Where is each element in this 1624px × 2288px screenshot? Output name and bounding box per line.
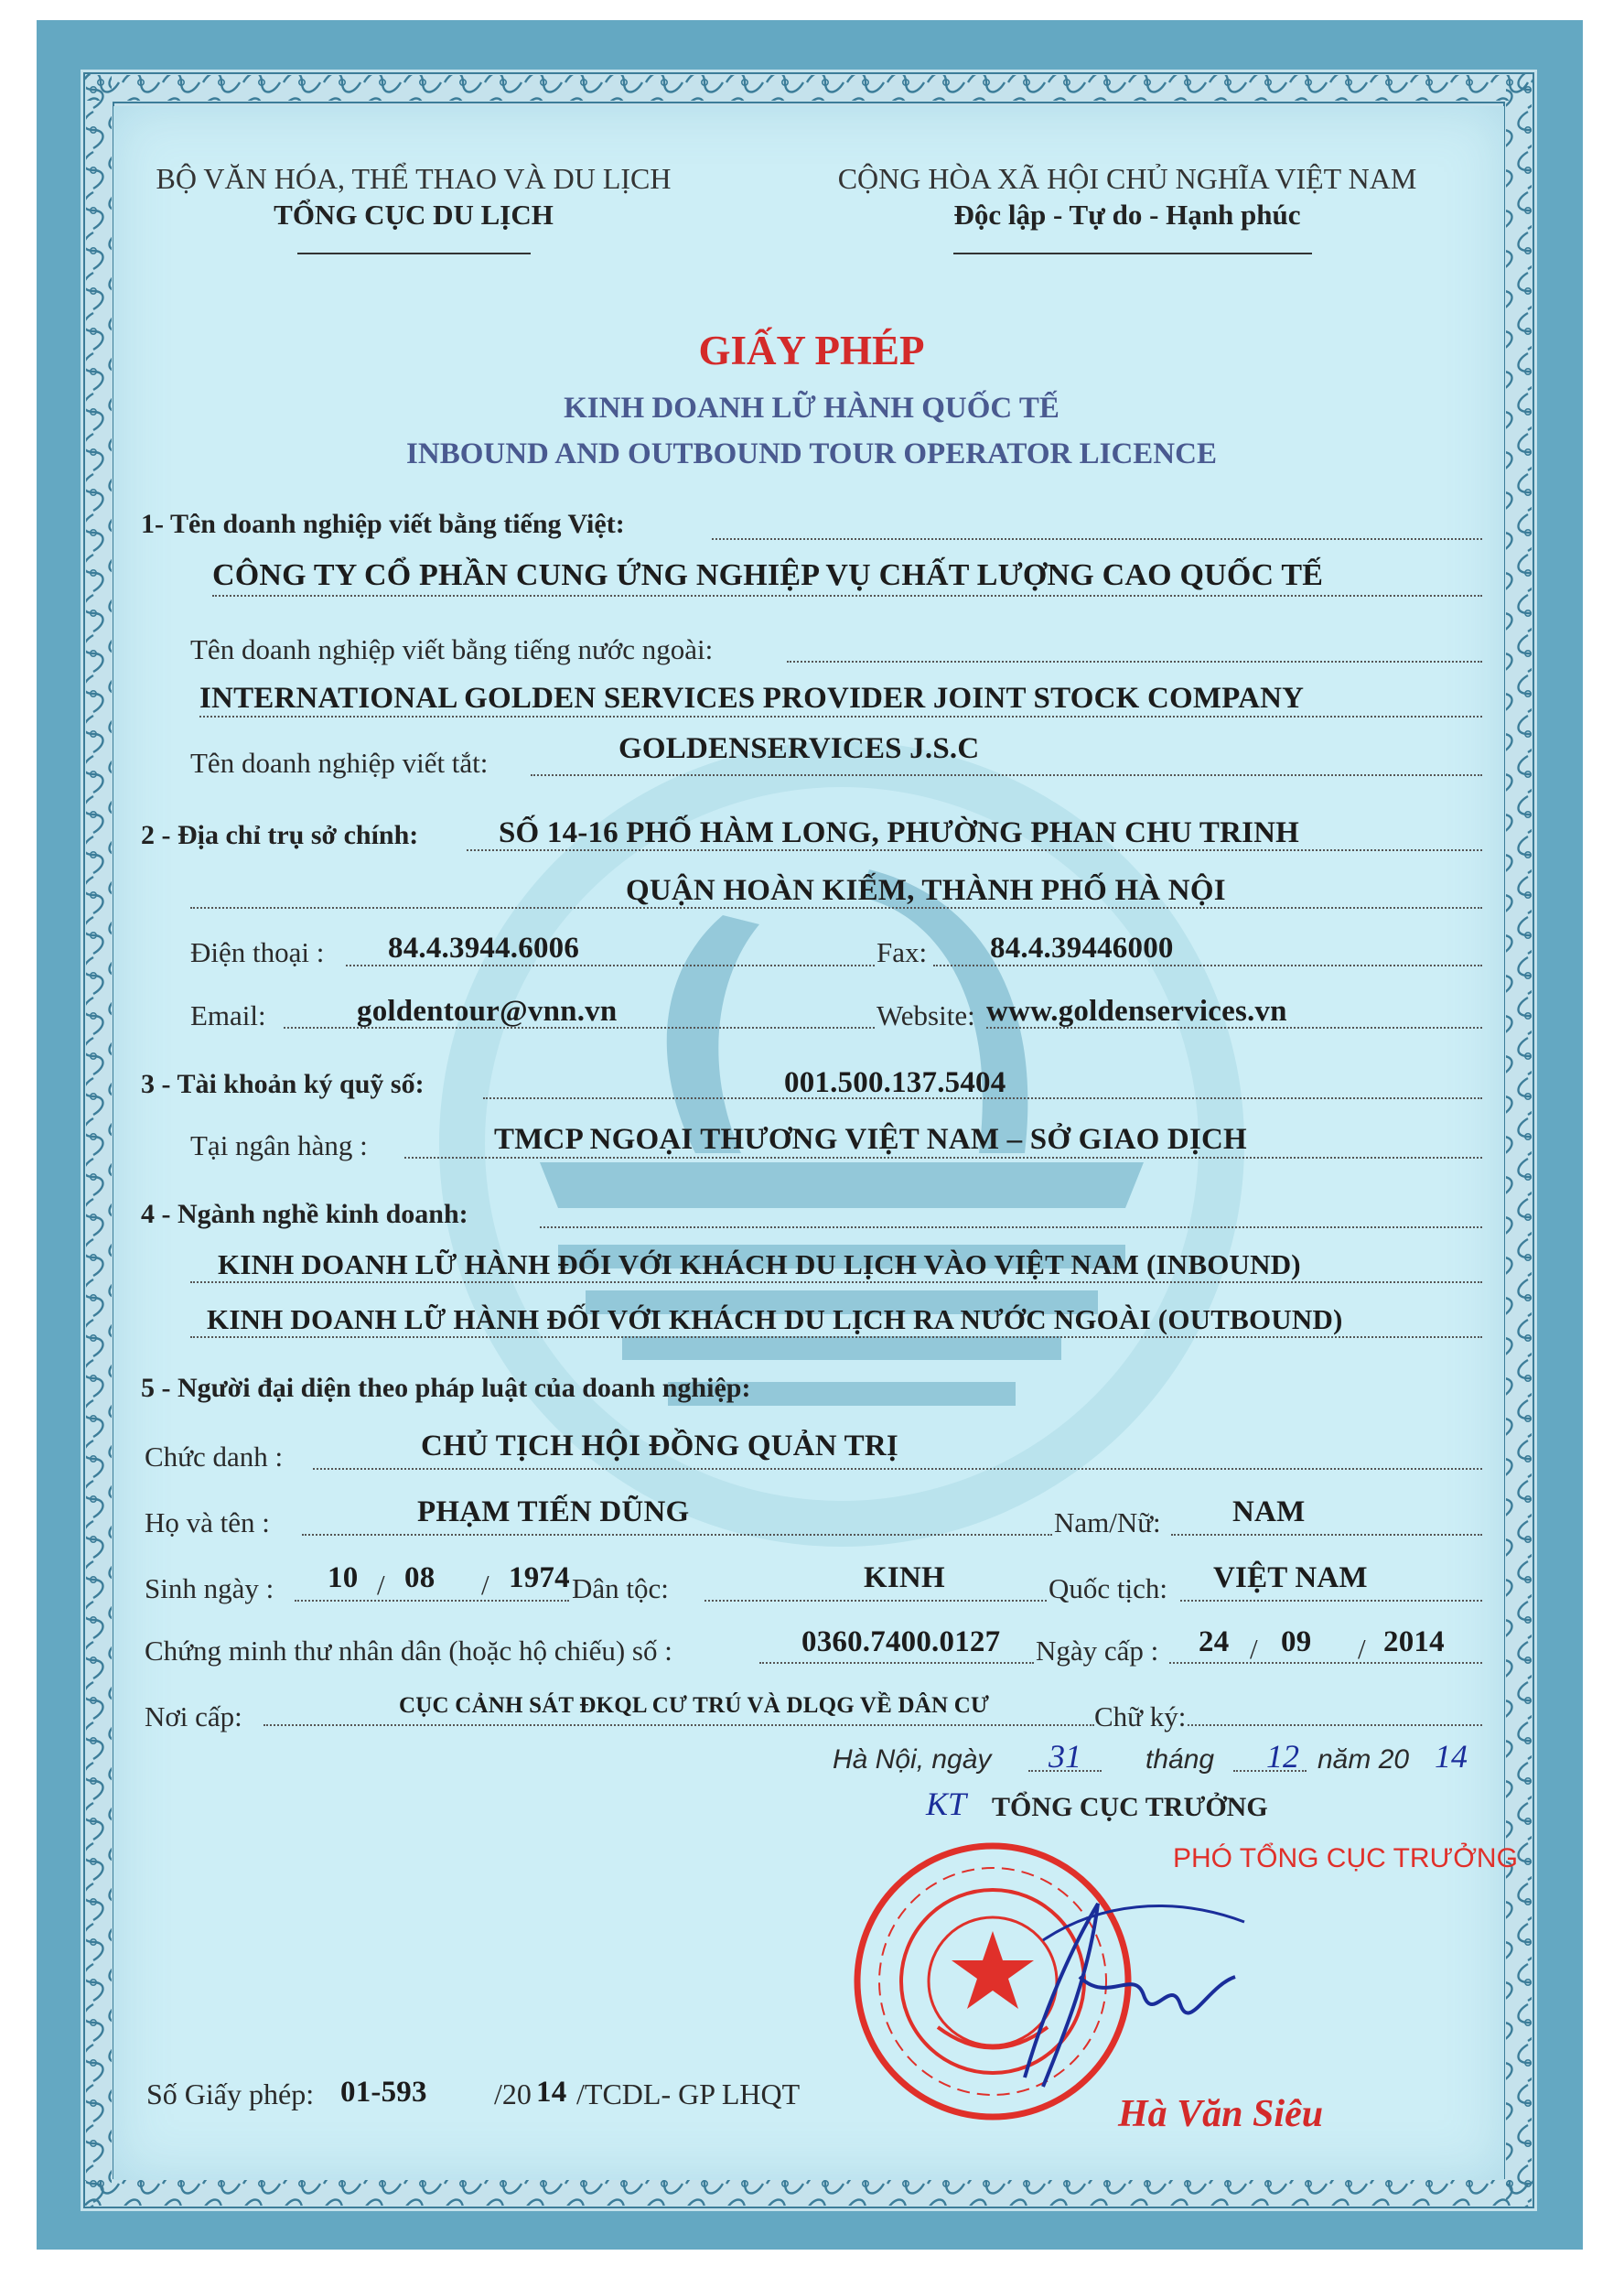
signing-day: 31 — [1049, 1738, 1081, 1775]
signing-place-date: Hà Nội, ngày — [833, 1744, 992, 1775]
representative-nationality: VIỆT NAM — [1213, 1561, 1368, 1594]
issue-month: 09 — [1281, 1625, 1312, 1658]
company-short-name: GOLDENSERVICES J.S.C — [618, 732, 980, 765]
dotted-line — [986, 1027, 1482, 1029]
website-url: www.goldenservices.vn — [986, 995, 1287, 1028]
dotted-line — [313, 1468, 1482, 1470]
signing-year: 14 — [1435, 1738, 1468, 1775]
label-foreign-name: Tên doanh nghiệp viết bằng tiếng nước ngoài: — [190, 633, 714, 665]
company-name-vn: CÔNG TY CỔ PHẦN CUNG ỨNG NGHIỆP VỤ CHẤT LƯỢNG CAO QUỐC TẾ — [212, 558, 1324, 592]
label-ethnicity: Dân tộc: — [572, 1572, 669, 1604]
ministry-name: BỘ VĂN HÓA, THỂ THAO VÀ DU LỊCH — [156, 162, 672, 195]
issue-place: CỤC CẢNH SÁT ĐKQL CƯ TRÚ VÀ DLQG VỀ DÂN CƯ — [399, 1693, 990, 1718]
dotted-line — [284, 1027, 875, 1029]
representative-position: CHỦ TỊCH HỘI ĐỒNG QUẢN TRỊ — [421, 1430, 898, 1462]
header-right-rule — [953, 253, 1312, 254]
dotted-line — [467, 849, 1482, 851]
company-name-foreign: INTERNATIONAL GOLDEN SERVICES PROVIDER JOINT STOCK COMPANY — [199, 682, 1305, 715]
date-separator: / — [481, 1569, 489, 1601]
licence-type-en: INBOUND AND OUTBOUND TOUR OPERATOR LICENCE — [406, 437, 1217, 470]
address-line1: SỐ 14-16 PHỐ HÀM LONG, PHƯỜNG PHAN CHU TRINH — [499, 816, 1300, 849]
label-id-number: Chứng minh thư nhân dân (hoặc hộ chiếu) số : — [145, 1635, 672, 1667]
signing-month-label: tháng — [1145, 1744, 1215, 1775]
dotted-line — [759, 1662, 1034, 1664]
email-address: goldentour@vnn.vn — [357, 995, 618, 1028]
birth-day: 10 — [328, 1561, 359, 1594]
dotted-line — [190, 1336, 1482, 1338]
label-legal-representative: 5 - Người đại diện theo pháp luật của doanh nghiệp: — [141, 1373, 751, 1403]
business-line-inbound: KINH DOANH LỮ HÀNH ĐỐI VỚI KHÁCH DU LỊCH VÀO VIỆT NAM (INBOUND) — [218, 1248, 1301, 1280]
licence-year: 14 — [536, 2076, 567, 2109]
label-business-lines: 4 - Ngành nghề kinh doanh: — [141, 1199, 468, 1229]
dotted-line — [190, 1281, 1482, 1283]
label-issue-date: Ngày cấp : — [1036, 1635, 1159, 1667]
dotted-line — [1169, 1662, 1482, 1664]
dotted-line — [346, 965, 875, 966]
dotted-line — [787, 661, 1482, 663]
document-title: GIẤY PHÉP — [698, 328, 925, 373]
licence-type-vn: KINH DOANH LỮ HÀNH QUỐC TẾ — [564, 392, 1059, 425]
dotted-line — [540, 1226, 1482, 1228]
issue-year: 2014 — [1383, 1625, 1445, 1658]
address-line2: QUẬN HOÀN KIẾM, THÀNH PHỐ HÀ NỘI — [626, 874, 1226, 907]
deputy-title-stamp: PHÓ TỔNG CỤC TRƯỞNG — [1173, 1843, 1518, 1873]
label-short-name: Tên doanh nghiệp viết tắt: — [190, 747, 489, 779]
licence-year-prefix: /20 — [494, 2078, 532, 2110]
fax-number: 84.4.39446000 — [990, 932, 1174, 965]
label-full-name: Họ và tên : — [145, 1506, 270, 1538]
business-line-outbound: KINH DOANH LỮ HÀNH ĐỐI VỚI KHÁCH DU LỊCH RA NƯỚC NGOÀI (OUTBOUND) — [207, 1303, 1343, 1335]
label-signature: Chữ ký: — [1094, 1700, 1187, 1732]
birth-month: 08 — [404, 1561, 436, 1594]
label-licence-number: Số Giấy phép: — [146, 2078, 315, 2110]
dotted-line — [295, 1600, 569, 1602]
handwritten-signature — [988, 1867, 1263, 2105]
dotted-line — [1028, 1770, 1102, 1772]
dotted-line — [1233, 1770, 1307, 1772]
label-fax: Fax: — [877, 936, 928, 968]
label-phone: Điện thoại : — [190, 936, 325, 968]
country-name: CỘNG HÒA XÃ HỘI CHỦ NGHĨA VIỆT NAM — [837, 162, 1417, 195]
authority-title: TỔNG CỤC TRƯỞNG — [992, 1792, 1268, 1822]
dotted-line — [712, 538, 1482, 540]
birth-year: 1974 — [509, 1561, 570, 1594]
licence-number: 01-593 — [340, 2076, 427, 2109]
label-website: Website: — [877, 999, 975, 1031]
representative-gender: NAM — [1232, 1495, 1306, 1528]
dotted-line — [1171, 1534, 1482, 1536]
dotted-line — [212, 595, 1482, 597]
label-position: Chức danh : — [145, 1441, 284, 1473]
dotted-line — [199, 716, 1482, 718]
label-email: Email: — [190, 999, 266, 1031]
issue-day: 24 — [1199, 1625, 1230, 1658]
licence-code: /TCDL- GP LHQT — [576, 2078, 801, 2110]
phone-number: 84.4.3944.6006 — [388, 932, 580, 965]
kt-mark: KT — [926, 1786, 967, 1822]
label-deposit-account: 3 - Tài khoản ký quỹ số: — [141, 1069, 425, 1099]
signing-month: 12 — [1266, 1738, 1299, 1775]
representative-name: PHẠM TIẾN DŨNG — [417, 1495, 690, 1528]
date-separator: / — [1358, 1633, 1366, 1665]
dotted-line — [1188, 1724, 1482, 1726]
label-gender: Nam/Nữ: — [1054, 1506, 1161, 1538]
representative-ethnicity: KINH — [864, 1561, 945, 1594]
date-separator: / — [1250, 1633, 1258, 1665]
dotted-line — [531, 774, 1482, 776]
dotted-line — [704, 1600, 1047, 1602]
label-issue-place: Nơi cấp: — [145, 1700, 242, 1732]
signer-name: Hà Văn Siêu — [1118, 2093, 1324, 2135]
national-motto: Độc lập - Tự do - Hạnh phúc — [953, 199, 1301, 231]
bank-name: TMCP NGOẠI THƯƠNG VIỆT NAM – SỞ GIAO DỊCH — [494, 1123, 1247, 1156]
dotted-line — [483, 1097, 1482, 1099]
id-number: 0360.7400.0127 — [801, 1625, 1001, 1658]
dotted-line — [404, 1157, 1482, 1159]
label-bank: Tại ngân hàng : — [190, 1129, 368, 1161]
dotted-line — [302, 1534, 1052, 1536]
dotted-line — [1180, 1600, 1482, 1602]
agency-name: TỔNG CỤC DU LỊCH — [274, 199, 554, 231]
deposit-account-number: 001.500.137.5404 — [784, 1066, 1006, 1099]
dotted-line — [190, 907, 1482, 909]
label-vn-name: 1- Tên doanh nghiệp viết bằng tiếng Việt: — [141, 509, 625, 539]
dotted-line — [933, 965, 1482, 966]
label-nationality: Quốc tịch: — [1049, 1572, 1167, 1604]
label-birth-date: Sinh ngày : — [145, 1572, 274, 1604]
signing-year-label: năm 20 — [1317, 1744, 1410, 1775]
dotted-line — [263, 1724, 1094, 1726]
label-address: 2 - Địa chỉ trụ sở chính: — [141, 820, 419, 850]
date-separator: / — [377, 1569, 385, 1601]
header-left-rule — [297, 253, 531, 254]
